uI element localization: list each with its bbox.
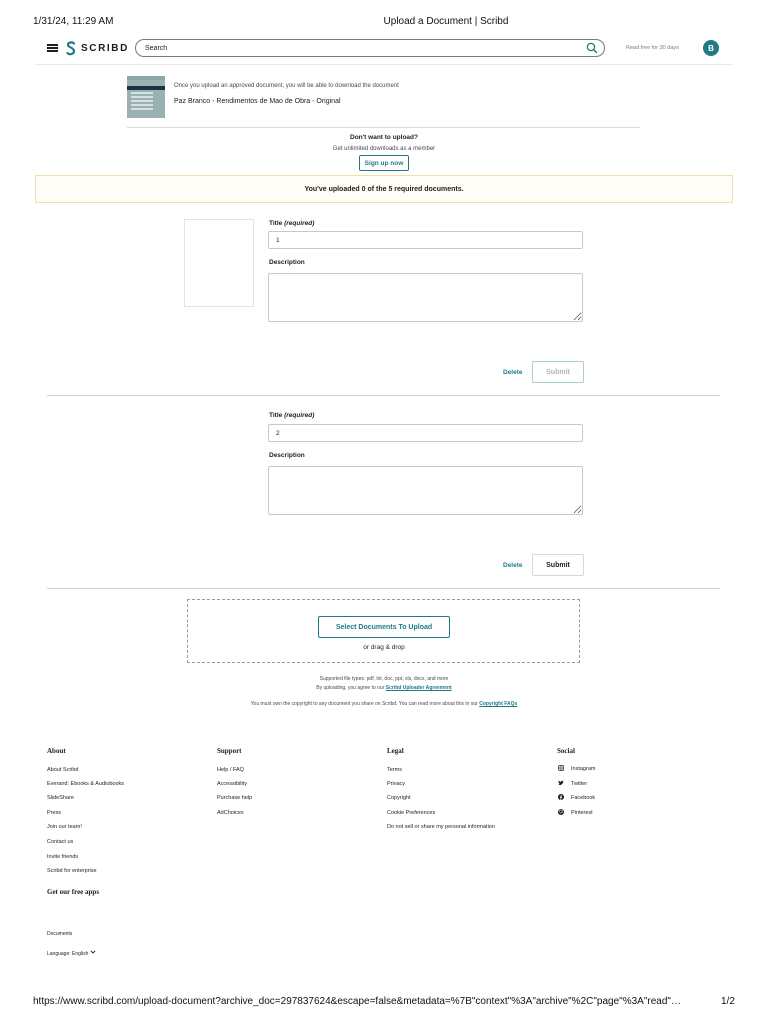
read-free-link[interactable]: Read free for 30 days [626, 45, 679, 51]
scribd-logo[interactable] [66, 40, 129, 56]
print-page-title: Upload a Document | Scribd [383, 16, 509, 27]
footer-link-contact[interactable]: Contact us [47, 839, 74, 845]
footer-link-privacy[interactable]: Privacy [387, 781, 406, 787]
download-note: Once you upload an approved document, you will be able to download the document [174, 83, 399, 89]
submit-button[interactable]: Submit [532, 361, 584, 383]
required-marker: (required) [284, 220, 315, 227]
uploader-agreement-note: By uploading, you agree to our Scribd Uploader Agreement [316, 685, 452, 691]
footer-link-invite[interactable]: Invite friends [47, 854, 79, 860]
nav-divider [35, 64, 733, 65]
logo-text: SCRIBD [81, 42, 129, 54]
search-icon[interactable] [586, 42, 598, 54]
scribd-logo-mark-icon [66, 41, 76, 56]
required-marker: (required) [284, 412, 315, 419]
footer-link-enterprise[interactable]: Scribd for enterprise [47, 868, 97, 874]
search-bar[interactable] [135, 39, 605, 57]
print-datetime: 1/31/24, 11:29 AM [33, 16, 114, 27]
language-selector[interactable]: Language: English [47, 950, 96, 957]
title-input[interactable] [268, 231, 583, 249]
footer-about-heading: About [47, 747, 66, 755]
sign-up-button[interactable]: Sign up now [359, 155, 409, 171]
print-page-number: 1/2 [721, 996, 735, 1007]
delete-link[interactable]: Delete [503, 562, 523, 569]
footer-link-purchase-help[interactable]: Purchase help [217, 795, 253, 801]
footer-link-slideshare[interactable]: SlideShare [47, 795, 74, 801]
document-title: Paz Branco - Rendimentos de Mao de Obra - Original [174, 98, 341, 105]
footer-link-facebook[interactable]: Facebook [558, 794, 595, 801]
supported-file-types: Supported file types: pdf, txt, doc, ppt, xls, docx, and more [319, 676, 449, 682]
uploader-agreement-link[interactable]: Scribd Uploader Agreement [385, 685, 452, 691]
instagram-icon [558, 765, 564, 771]
footer-link-instagram[interactable]: Instagram [558, 765, 595, 772]
pinterest-icon [558, 809, 564, 815]
banner-text: You've uploaded 0 of the 5 required documents. [304, 185, 464, 193]
description-label: Description [269, 452, 305, 459]
copyright-note: You must own the copyright to any document you share on Scribd. You can read more about this in our Copyright FAQs [250, 701, 518, 707]
hamburger-menu-icon[interactable] [47, 44, 58, 52]
document-thumbnail [127, 76, 165, 118]
footer-link-do-not-sell[interactable]: Do not sell or share my personal information [387, 824, 495, 830]
footer-link-adchoices[interactable]: AdChoices [217, 810, 244, 816]
chevron-down-icon [90, 950, 96, 954]
search-input[interactable] [145, 42, 575, 54]
footer-link-everand[interactable]: Everand: Ebooks & Audiobooks [47, 781, 125, 787]
footer-apps-heading: Get our free apps [47, 888, 100, 896]
select-documents-button[interactable]: Select Documents To Upload [318, 616, 450, 638]
footer-link-join-team[interactable]: Join our team! [47, 824, 82, 830]
upsell-heading: Don't want to upload? [350, 134, 418, 141]
delete-link[interactable]: Delete [503, 369, 523, 376]
title-input[interactable] [268, 424, 583, 442]
footer-link-help[interactable]: Help / FAQ [217, 767, 244, 773]
doc-divider [127, 127, 640, 128]
form-divider [47, 588, 720, 589]
drag-drop-hint: or drag & drop [363, 644, 405, 651]
description-label: Description [269, 259, 305, 266]
description-textarea[interactable] [268, 273, 583, 322]
title-label: Title (required) [269, 220, 315, 227]
footer-link-twitter[interactable]: Twitter [558, 780, 587, 787]
footer-link-terms[interactable]: Terms [387, 767, 402, 773]
user-avatar[interactable]: B [703, 40, 719, 56]
footer-legal-heading: Legal [387, 747, 404, 755]
upsell-subtext: Get unlimited downloads as a member [332, 146, 436, 152]
submit-button[interactable]: Submit [532, 554, 584, 576]
footer-link-copyright[interactable]: Copyright [387, 795, 411, 801]
twitter-icon [558, 780, 564, 786]
form-divider [47, 395, 720, 396]
copyright-faqs-link[interactable]: Copyright FAQs [479, 701, 518, 707]
footer-link-cookie-preferences[interactable]: Cookie Preferences [387, 810, 436, 816]
facebook-icon [558, 794, 564, 800]
title-label: Title (required) [269, 412, 315, 419]
language-value: English [72, 951, 89, 957]
footer-link-documents[interactable]: Documents [47, 931, 73, 937]
footer-social-heading: Social [557, 747, 575, 755]
footer-link-about-scribd[interactable]: About Scribd [47, 767, 79, 773]
print-url: https://www.scribd.com/upload-document?archive_doc=297837624&escape=false&metadata=%7B"context"%3A"archive"%2C"page"%3A"read"… [33, 996, 681, 1007]
footer-link-accessibility[interactable]: Accessibility [217, 781, 247, 787]
footer-support-heading: Support [217, 747, 242, 755]
upload-thumbnail-placeholder [184, 219, 254, 307]
footer-link-press[interactable]: Press [47, 810, 62, 816]
description-textarea[interactable] [268, 466, 583, 515]
upload-progress-banner [35, 175, 733, 203]
footer-link-pinterest[interactable]: Pinterest [558, 809, 593, 816]
